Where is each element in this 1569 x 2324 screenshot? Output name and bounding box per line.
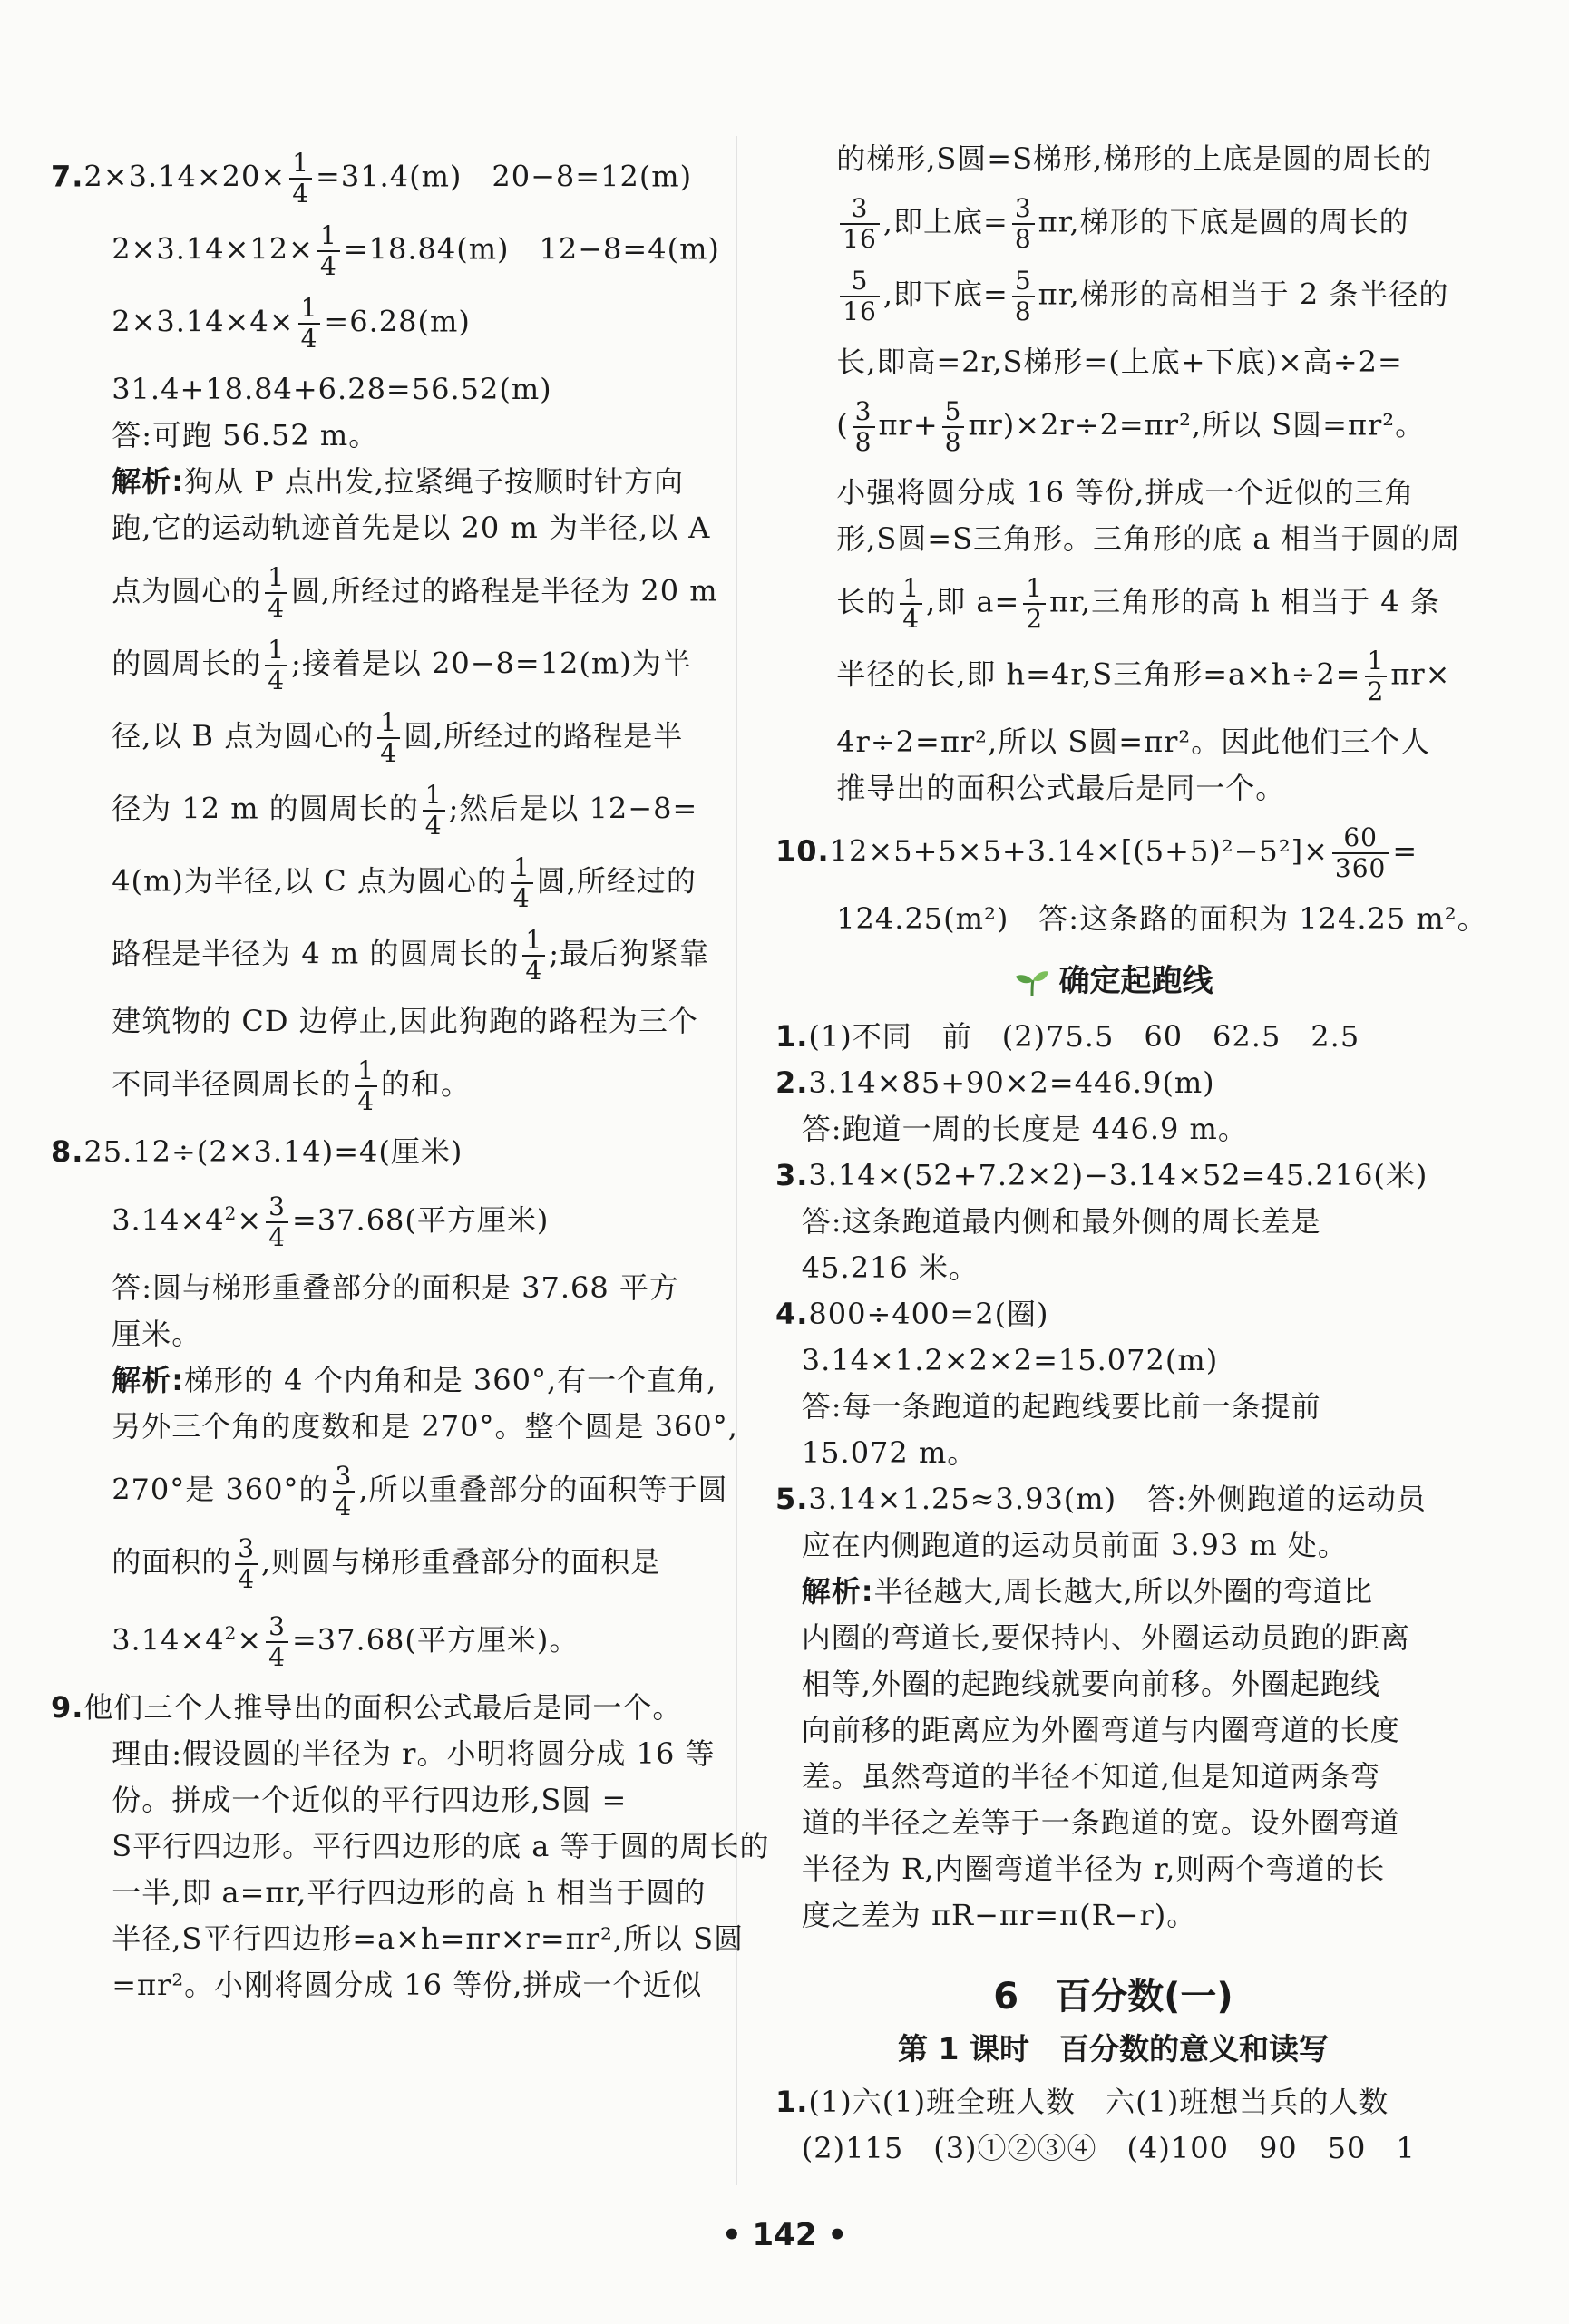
fraction: $\frac{3}{4}$ bbox=[333, 1462, 356, 1522]
fraction: $\frac{1}{4}$ bbox=[289, 149, 312, 209]
fraction: $\frac{3}{4}$ bbox=[235, 1534, 258, 1594]
question-7: 7.2×3.14×20× $\frac{1}{4}$ =31.4(m) 20−8=12(m) 2×3.14×12× $\frac{1}{4}$ =18.84(m) 12−8=4(m) 2×3.14×4× $\frac{1}{4}$ =6.28(m) 31.4+18.84+6.28=56.52(m) 答:可跑 56.52 m。 解析:狗从 P 点出发,拉紧绳子按顺时针方向 跑,它的运动轨迹首先是以 20 m 为半径,以 A 点为圆心的 $\frac{1}{4}$ 圆,所经过的路程是半径为 20 m 的圆周长的 $\frac{1}{4}$ ;接着是以 20−8=12(m)为半 径,以 B 点为圆心的 $\frac{1}{4}$ 圆,所经过的路程是半 径为 12 m 的圆周长的 $\frac{1}{4}$ ;然后是以 12−8= 4(m)为半径,以 C 点为圆心的 $\frac{1}{4}$ 圆,所经过的 路程是半径为 4 m 的圆周长的 $\frac{1}{4}$ ;最后狗紧靠 建筑物的 CD 边停止,因此狗跑的路程为三个 不同半径圆周长的 $\frac{1}{4}$ 的和。 bbox=[51, 148, 720, 1116]
page-number: • 142 • bbox=[721, 2217, 848, 2253]
run-question-5: 5.3.14×1.25≈3.93(m) 答:外侧跑道的运动员 应在内侧跑道的运动员前面 3.93 m 处。 解析:半径越大,周长越大,所以外圈的弯道比 内圈的弯道长,要保持内、外圈运动员跑的距离 相等,外圈的起跑线就要向前移。外圈起跑线 向前移的距离应为外圈弯道与内圈弯道的长度 差。虽然弯道的半径不知道,但是知道两条弯 道的半径之差等于一条跑道的宽。设外圈弯道 半径为 R,内圈弯道半径为 r,则两个弯道的长 度之差为 πR−πr=π(R−r)。 bbox=[775, 1482, 1427, 1932]
fraction: $\frac{1}{4}$ bbox=[298, 294, 321, 354]
fraction: $\frac{1}{2}$ bbox=[1365, 647, 1388, 706]
fraction: $\frac{3}{8}$ bbox=[1012, 194, 1035, 254]
fraction: $\frac{3}{4}$ bbox=[266, 1192, 288, 1252]
question-9: 9.他们三个人推导出的面积公式最后是同一个。 理由:假设圆的半径为 r。小明将圆分成 16 等 份。拼成一个近似的平行四边形,S圆 = S平行四边形。平行四边形的底 a 等于圆的周长的 一半,即 a=πr,平行四边形的高 h 相当于圆的 半径,S平行四边形=a×h=πr×r=πr²,所以 S圆 =πr²。小刚将圆分成 16 等份,拼成一个近似 bbox=[51, 1690, 770, 2003]
run-question-3: 3.3.14×(52+7.2×2)−3.14×52=45.216(米) 答:这条跑道最内侧和最外侧的周长差是 45.216 米。 bbox=[775, 1158, 1428, 1285]
run-question-4: 4.800÷400=2(圈) 3.14×1.2×2×2=15.072(m) 答:每一条跑道的起跑线要比前一条提前 15.072 m。 bbox=[775, 1297, 1321, 1470]
fraction: $\frac{1}{4}$ bbox=[355, 1056, 377, 1116]
fraction: $\frac{1}{4}$ bbox=[377, 708, 400, 768]
lesson-title: 第 1 课时 百分数的意义和读写 bbox=[898, 2031, 1329, 2066]
fraction: $\frac{1}{4}$ bbox=[900, 574, 922, 634]
fraction: $\frac{3}{8}$ bbox=[853, 397, 875, 457]
fraction: $\frac{5}{16}$ bbox=[840, 267, 880, 326]
column-divider bbox=[736, 136, 737, 2185]
section-title: 确定起跑线 bbox=[775, 954, 1451, 1008]
run-question-2: 2.3.14×85+90×2=446.9(m) 答:跑道一周的长度是 446.9 m。 bbox=[775, 1065, 1248, 1146]
fraction: $\frac{3}{4}$ bbox=[266, 1612, 288, 1672]
fraction: $\frac{1}{4}$ bbox=[265, 636, 287, 695]
fraction: $\frac{1}{4}$ bbox=[511, 853, 533, 913]
sprout-icon bbox=[1014, 969, 1050, 997]
left-column bbox=[51, 136, 770, 2008]
fraction: $\frac{1}{2}$ bbox=[1023, 574, 1046, 634]
question-8: 8.25.12÷(2×3.14)=4(厘米) $3.14\times 4^2\times$ $\frac{3}{4}$ =37.68(平方厘米) 答:圆与梯形重叠部分的面积是 37.68 平方 厘米。 解析:梯形的 4 个内角和是 360°,有一个直角, 另外三个角的度数和是 270°。整个圆是 360°, 270°是 360°的 $\frac{3}{4}$ ,所以重叠部分的面积等于圆 的面积的 $\frac{3}{4}$ ,则圆与梯形重叠部分的面积是 $3.14\times 4^2\times$ $\frac{3}{4}$ =37.68(平方厘米)。 bbox=[51, 1134, 738, 1673]
right-column bbox=[775, 136, 1487, 2172]
question-9-continued: 的梯形,S圆=S梯形,梯形的上底是圆的周长的 $\frac{3}{16}$ ,即上底= $\frac{3}{8}$ πr,梯形的下底是圆的周长的 $\frac{5}{16}$ ,即下底= $\frac{5}{8}$ πr,梯形的高相当于 2 条半径的 长,即高=2r,S梯形=(上底+下底)×高÷2= ( $\frac{3}{8}$ πr+ $\frac{5}{8}$ πr)×2r÷2=πr²,所以 S圆=πr²。 小强将圆分成 16 等份,拼成一个近似的三角 形,S圆=S三角形。三角形的底 a 相当于圆的周 长的 $\frac{1}{4}$ ,即 a= $\frac{1}{2}$ πr,三角形的高 h 相当于 4 条 半径的长,即 h=4r,S三角形=a×h÷2= $\frac{1}{2}$ πr× 4r÷2=πr²,所以 S圆=πr²。因此他们三个人 推导出的面积公式最后是同一个。 bbox=[836, 141, 1461, 805]
question-10: 10.12×5+5×5+3.14×[(5+5)²−5²]× $\frac{60}{360}$ = 124.25(m²) 答:这条路的面积为 124.25 m²。 bbox=[775, 822, 1487, 936]
fraction: $\frac{5}{8}$ bbox=[1012, 267, 1035, 326]
unit-title: 6 百分数(一) bbox=[993, 1976, 1233, 2018]
lesson-question-1: 1.(1)六(1)班全班人数 六(1)班想当兵的人数 (2)115 (3)①②③④ (4)100 90 50 1 bbox=[775, 2085, 1416, 2165]
run-question-1: 1.(1)不同 前 (2)75.5 60 62.5 2.5 bbox=[775, 1019, 1360, 1054]
fraction: $\frac{1}{4}$ bbox=[423, 781, 445, 841]
fraction: $\frac{1}{4}$ bbox=[317, 221, 340, 281]
fraction: $\frac{1}{4}$ bbox=[265, 563, 287, 623]
fraction: $\frac{5}{8}$ bbox=[942, 397, 965, 457]
fraction: $\frac{3}{16}$ bbox=[840, 194, 880, 254]
fraction: $\frac{60}{360}$ bbox=[1332, 823, 1389, 883]
fraction: $\frac{1}{4}$ bbox=[522, 926, 545, 986]
